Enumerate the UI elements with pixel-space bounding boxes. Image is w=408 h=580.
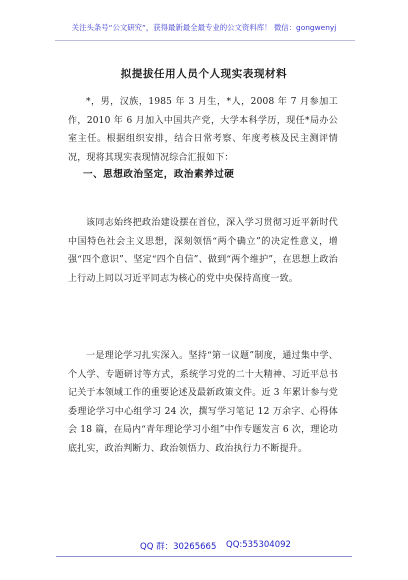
header-divider [55, 40, 355, 41]
header-promo-text: 关注头条号“公文研究”，获得最新最全最专业的公文资料库！ 微信：gongwenyj [71, 23, 337, 32]
body-paragraph-2: 一是理论学习扎实深入。坚持“第一议题”制度，通过集中学、个人学、专题研讨等方式，系统学习党的二十大精神、习近平总书记关于本领域工作的重要论述及最新政策文件。近 3 年累计参与党委理论学习中心组学习 24 次，撰写学习笔记 12 万余字、心得体会 18 篇，在局内“青年理论学习小组”中作专题发言 6 次，理论功底扎实，政治判断力、政治领悟力、政治执行力不断提升。 [68, 351, 338, 454]
document-title: 拟提拔任用人员个人现实表现材料 [120, 68, 288, 80]
footer-divider [56, 556, 352, 557]
footer-qq-number: QQ:535304092 [226, 540, 291, 550]
body-paragraph-1: 该同志始终把政治建设摆在首位，深入学习贯彻习近平新时代中国特色社会主义思想，深刻领悟“两个确立”的决定性意义，增强“四个意识”、坚定“四个自信”、做到“两个维护”，在思想上政治上行动上同以习近平同志为核心的党中央保持高度一致。 [68, 218, 338, 284]
section-heading: 一、思想政治坚定，政治素养过硬 [83, 169, 235, 180]
intro-paragraph: *，男，汉族，1985 年 3 月生，*人，2008 年 7 月参加工作，2010 年 6 月加入中国共产党，大学本科学历，现任*局办公室主任。根据组织安排，结合日常考察、年度考核及民主测评情况，现将其现实表现情况综合汇报如下： [68, 97, 338, 163]
footer-qq-group: QQ 群：30265665 [140, 542, 217, 552]
